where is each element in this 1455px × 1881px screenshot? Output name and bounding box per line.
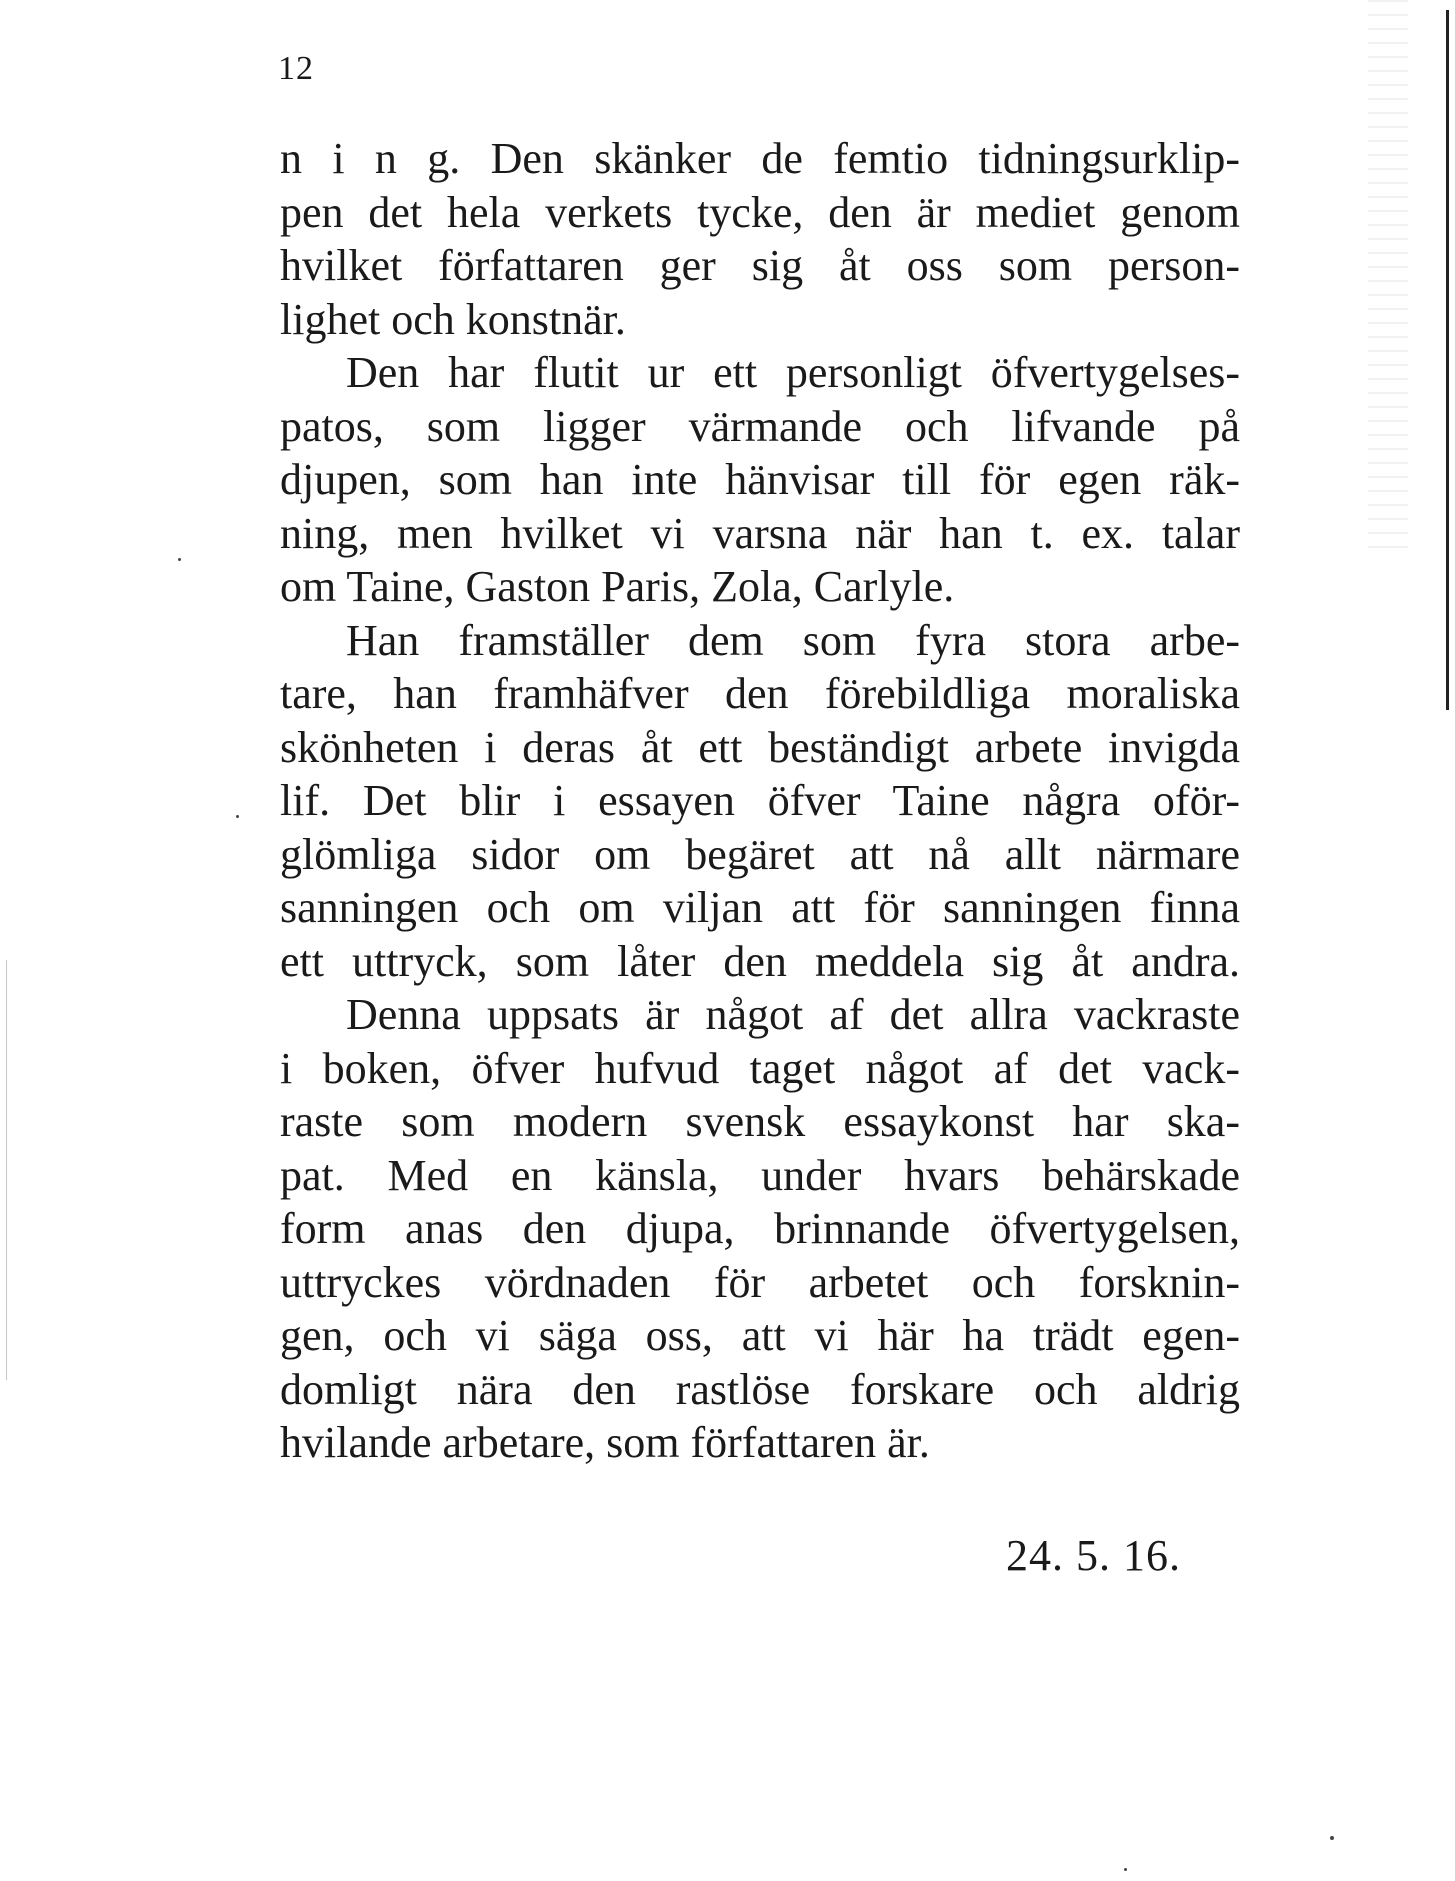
text-line: lighet och konstnär. [280, 294, 626, 344]
text-line: djupen, som han inte hänvisar till för egen räk- [280, 455, 1240, 504]
scan-speck [1330, 1836, 1334, 1840]
scan-speck [1124, 1868, 1127, 1871]
text-line: Han framställer dem som fyra stora arbe- [346, 615, 1240, 665]
date-line: 24. 5. 16. [1006, 1531, 1181, 1580]
page-edge-line [1446, 10, 1449, 710]
text-line: pat. Med en känsla, under hvars behärskade [280, 1150, 1240, 1200]
text-line: hvilket författaren ger sig åt oss som person- [280, 241, 1240, 290]
text-line: Den har flutit ur ett personligt öfvertygelses- [346, 348, 1240, 397]
page-number: 12 [278, 50, 314, 87]
text-line: gen, och vi säga oss, att vi här ha trädt egen- [280, 1311, 1240, 1360]
body-text [280, 132, 1240, 1470]
text-line: tare, han framhäfver den förebildliga moraliska [280, 669, 1240, 718]
text-line: domligt nära den rastlöse forskare och aldrig [280, 1364, 1240, 1414]
text-line: lif. Det blir i essayen öfver Taine några oför- [280, 776, 1240, 825]
text-line: i boken, öfver hufvud taget något af det vack- [280, 1043, 1240, 1093]
text-line: Denna uppsats är något af det allra vackraste [346, 990, 1240, 1039]
left-edge-shadow [6, 960, 7, 1380]
text-line: n i n g. Den skänker de femtio tidningsurklip- [280, 134, 1240, 183]
text-line: om Taine, Gaston Paris, Zola, Carlyle. [280, 562, 955, 611]
text-line: ett uttryck, som låter den meddela sig åt andra. [280, 936, 1240, 986]
text-line: skönheten i deras åt ett beständigt arbete invigda [280, 722, 1240, 772]
scan-speck [236, 815, 239, 818]
scan-margin-noise [1368, 0, 1408, 560]
text-line: sanningen och om viljan att för sanningen finna [280, 883, 1240, 932]
text-line: patos, som ligger värmande och lifvande på [280, 401, 1240, 451]
text-line: raste som modern svensk essaykonst har ska- [280, 1097, 1240, 1146]
scan-speck [178, 558, 181, 561]
text-line: form anas den djupa, brinnande öfvertygelsen, [280, 1204, 1240, 1253]
text-line: uttryckes vördnaden för arbetet och forsknin- [280, 1257, 1240, 1307]
text-line: hvilande arbetare, som författaren är. [280, 1418, 930, 1467]
text-line: ning, men hvilket vi varsna när han t. ex. talar [280, 508, 1240, 558]
text-line: glömliga sidor om begäret att nå allt närmare [280, 829, 1240, 879]
text-line: pen det hela verkets tycke, den är mediet genom [280, 187, 1240, 237]
